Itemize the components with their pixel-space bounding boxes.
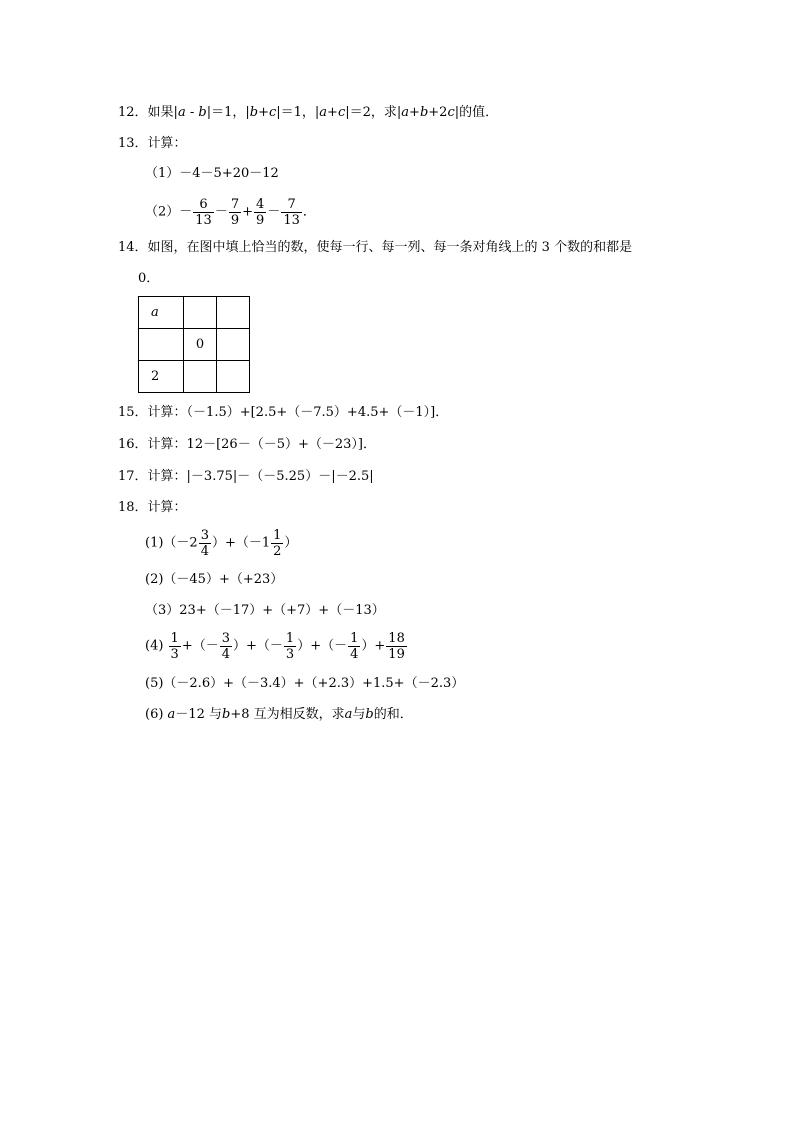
numerator: 7 bbox=[230, 197, 240, 212]
text: ） bbox=[284, 535, 298, 551]
fraction bbox=[284, 631, 296, 662]
grid-cell bbox=[139, 329, 184, 361]
question-number: 14． bbox=[118, 240, 148, 255]
var-b: b bbox=[222, 707, 231, 722]
grid-cell bbox=[184, 361, 217, 393]
numerator: 4 bbox=[256, 197, 265, 212]
text: |的值． bbox=[454, 105, 499, 120]
fraction bbox=[169, 631, 181, 662]
var-a: a bbox=[344, 707, 353, 722]
fraction bbox=[281, 197, 302, 228]
text: 的和． bbox=[373, 707, 413, 722]
grid-row bbox=[139, 297, 250, 329]
question-15: 15．计算：（－1.5）+[2.5+（－7.5）+4.5+（－1）]． bbox=[118, 405, 449, 420]
q13-part-1: （1）－4－5+20－12 bbox=[145, 166, 279, 181]
fraction bbox=[229, 197, 241, 228]
denominator: 4 bbox=[221, 647, 231, 662]
text: ）+ bbox=[361, 638, 386, 654]
denominator: 2 bbox=[273, 544, 282, 559]
numerator: 3 bbox=[221, 631, 231, 646]
text: 与 bbox=[352, 707, 366, 722]
question-title: 计算： bbox=[147, 500, 187, 515]
text: + bbox=[327, 105, 338, 120]
fraction bbox=[386, 631, 407, 662]
question-17: 17．计算：|－3.75|－（－5.25）－|－2.5| bbox=[118, 469, 374, 484]
period: ． bbox=[302, 204, 316, 220]
var-a: a bbox=[319, 105, 328, 120]
var-a: a bbox=[177, 105, 186, 120]
grid-cell bbox=[217, 361, 250, 393]
q18-part-2: (2)（－45）+（+23） bbox=[145, 572, 284, 587]
denominator: 9 bbox=[230, 213, 240, 228]
denominator: 13 bbox=[195, 213, 212, 228]
grid-cell bbox=[184, 297, 217, 329]
denominator: 9 bbox=[256, 213, 265, 228]
denominator: 19 bbox=[388, 647, 405, 662]
text: - bbox=[185, 105, 199, 120]
grid-row bbox=[139, 361, 250, 393]
question-16: 16．计算：12－[26－（－5）+（－23）]． bbox=[118, 437, 376, 452]
numerator: 7 bbox=[281, 197, 302, 213]
q18-part-5: (5)（－2.6）+（－3.4）+（+2.3）+1.5+（－2.3） bbox=[145, 676, 465, 691]
magic-square-grid bbox=[138, 296, 250, 393]
question-12 bbox=[118, 105, 498, 121]
text: +2 bbox=[428, 105, 448, 120]
question-13 bbox=[118, 136, 187, 152]
denominator: 13 bbox=[283, 213, 300, 228]
grid-cell bbox=[217, 329, 250, 361]
numerator: 6 bbox=[193, 197, 214, 213]
text: ）+（－1 bbox=[211, 535, 271, 551]
denominator: 3 bbox=[170, 647, 179, 662]
q18-part-6 bbox=[145, 707, 413, 723]
fraction bbox=[193, 197, 214, 228]
numerator: 18 bbox=[388, 631, 405, 646]
fraction bbox=[199, 528, 211, 559]
numerator: 1 bbox=[350, 631, 359, 646]
denominator: 3 bbox=[285, 647, 295, 662]
text: + bbox=[258, 105, 269, 120]
q18-part-1 bbox=[145, 528, 297, 559]
fraction bbox=[220, 631, 232, 662]
text: |＝1，| bbox=[276, 105, 320, 120]
numerator: 1 bbox=[170, 631, 179, 646]
question-text: 如图，在图中填上恰当的数，使每一行、每一列、每一条对角线上的 3 个数的和都是 bbox=[147, 240, 633, 255]
question-18 bbox=[118, 500, 187, 516]
text: －12 与 bbox=[175, 707, 222, 722]
question-number: 18． bbox=[118, 500, 148, 515]
operator: － bbox=[267, 204, 281, 220]
text: +（－ bbox=[181, 638, 219, 654]
text: 如果| bbox=[147, 105, 178, 120]
text: ）+（－ bbox=[297, 638, 348, 654]
numerator: 1 bbox=[285, 631, 295, 646]
var-c: c bbox=[447, 105, 455, 120]
text: +8 互为相反数，求 bbox=[230, 707, 345, 722]
text: |＝2，求| bbox=[345, 105, 402, 120]
operator: + bbox=[242, 204, 254, 220]
grid-cell bbox=[217, 297, 250, 329]
question-14-continued: 0． bbox=[138, 271, 160, 286]
text: (1)（－2 bbox=[145, 535, 198, 551]
var-b: b bbox=[365, 707, 374, 722]
var-a: a bbox=[167, 707, 176, 722]
grid-cell: a bbox=[139, 297, 184, 329]
text: |＝1，| bbox=[206, 105, 250, 120]
var-c: c bbox=[268, 105, 277, 120]
var-b: b bbox=[249, 105, 259, 120]
q18-part-4 bbox=[145, 631, 408, 662]
text: ）+（－ bbox=[233, 638, 283, 654]
var-b: b bbox=[198, 105, 207, 120]
text: + bbox=[409, 105, 420, 120]
grid-row bbox=[139, 329, 250, 361]
var-c: c bbox=[337, 105, 346, 120]
q13-part-2 bbox=[145, 197, 316, 228]
var-a: a bbox=[401, 105, 410, 120]
fraction bbox=[348, 631, 360, 662]
denominator: 4 bbox=[200, 544, 209, 559]
question-title: 计算： bbox=[147, 136, 187, 151]
part-label: （2）－ bbox=[145, 204, 193, 220]
q18-part-3: （3）23+（－17）+（+7）+（－13） bbox=[145, 603, 385, 618]
part-label: (4) bbox=[145, 638, 168, 654]
operator: － bbox=[214, 204, 228, 220]
fraction bbox=[254, 197, 266, 228]
grid-cell: 0 bbox=[184, 329, 217, 361]
numerator: 1 bbox=[273, 528, 282, 543]
fraction bbox=[271, 528, 283, 559]
grid-cell: 2 bbox=[139, 361, 184, 393]
question-number: 13． bbox=[118, 136, 148, 151]
var-b: b bbox=[419, 105, 429, 120]
numerator: 3 bbox=[200, 528, 209, 543]
denominator: 4 bbox=[350, 647, 359, 662]
question-number: 12． bbox=[118, 105, 148, 120]
part-label: (6) bbox=[145, 707, 168, 722]
question-14 bbox=[118, 240, 632, 256]
